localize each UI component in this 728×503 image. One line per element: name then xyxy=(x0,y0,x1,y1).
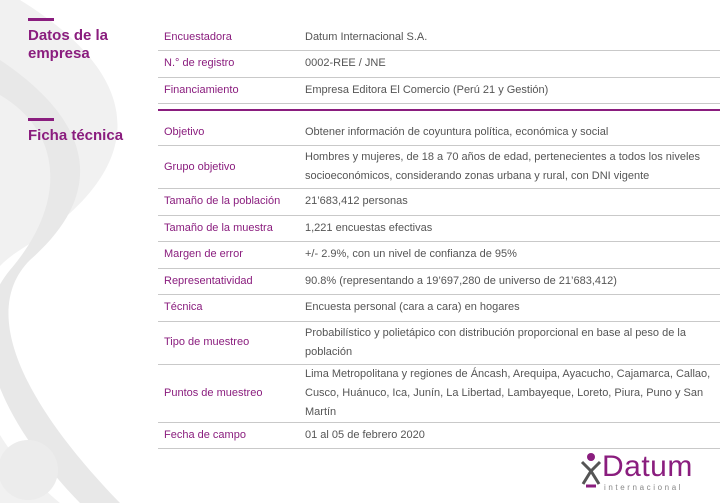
row-value: Datum Internacional S.A. xyxy=(299,24,720,51)
table-row xyxy=(158,295,720,322)
row-value: 0002-REE / JNE xyxy=(299,51,720,78)
row-value: Hombres y mujeres, de 18 a 70 años de edad, pertenecientes a todos los niveles socioeconómicos, considerando zonas urbana y rural, con DNI vigente xyxy=(299,146,720,189)
technical-table xyxy=(158,119,720,449)
row-value: +/- 2.9%, con un nivel de confianza de 95% xyxy=(299,242,720,269)
row-label: Margen de error xyxy=(158,242,299,269)
row-value: Encuesta personal (cara a cara) en hogares xyxy=(299,295,720,322)
row-label: Fecha de campo xyxy=(158,422,299,449)
row-label: Tamaño de la población xyxy=(158,189,299,216)
table-row xyxy=(158,119,720,146)
company-section-header xyxy=(28,18,108,63)
table-row xyxy=(158,268,720,295)
row-label: Financiamiento xyxy=(158,77,299,104)
row-label: Grupo objetivo xyxy=(158,146,299,189)
section-divider xyxy=(158,109,720,111)
table-row xyxy=(158,364,720,422)
row-label: Técnica xyxy=(158,295,299,322)
company-table xyxy=(158,24,720,104)
row-value: 01 al 05 de febrero 2020 xyxy=(299,422,720,449)
table-row xyxy=(158,189,720,216)
row-label: Tipo de muestreo xyxy=(158,321,299,364)
row-value: Lima Metropolitana y regiones de Áncash, Arequipa, Ayacucho, Cajamarca, Callao, Cusco, Huánuco, Ica, Junín, La Libertad, Lambayeque, Loreto, Piura, Puno y San Martín xyxy=(299,364,720,422)
company-section-title: Datos de la empresa xyxy=(28,27,109,62)
row-label: N.° de registro xyxy=(158,51,299,78)
table-row xyxy=(158,24,720,51)
row-value: 90.8% (representando a 19’697,280 de universo de 21’683,412) xyxy=(299,268,720,295)
row-label: Objetivo xyxy=(158,119,299,146)
row-value: Probabilístico y polietápico con distribución proporcional en base al peso de la población xyxy=(299,321,720,364)
row-value: 21’683,412 personas xyxy=(299,189,720,216)
row-label: Representatividad xyxy=(158,268,299,295)
table-row xyxy=(158,51,720,78)
table-row xyxy=(158,215,720,242)
technical-section-title: Ficha técnica xyxy=(28,127,124,144)
table-row xyxy=(158,242,720,269)
row-value: Empresa Editora El Comercio (Perú 21 y Gestión) xyxy=(299,77,720,104)
background-decoration xyxy=(0,0,160,503)
row-label: Encuestadora xyxy=(158,24,299,51)
table-row xyxy=(158,422,720,449)
accent-bar xyxy=(28,118,54,121)
person-figure-icon xyxy=(580,452,602,490)
row-label: Puntos de muestreo xyxy=(158,364,299,422)
row-value: 1,221 encuestas efectivas xyxy=(299,215,720,242)
row-value: Obtener información de coyuntura política, económica y social xyxy=(299,119,720,146)
table-row xyxy=(158,321,720,364)
logo-wordmark: Datum xyxy=(602,450,693,483)
row-label: Tamaño de la muestra xyxy=(158,215,299,242)
datum-logo xyxy=(580,450,720,494)
technical-section-header xyxy=(28,118,123,145)
table-row xyxy=(158,146,720,189)
logo-subtitle: internacional xyxy=(604,483,684,492)
accent-bar xyxy=(28,18,54,21)
table-row xyxy=(158,77,720,104)
